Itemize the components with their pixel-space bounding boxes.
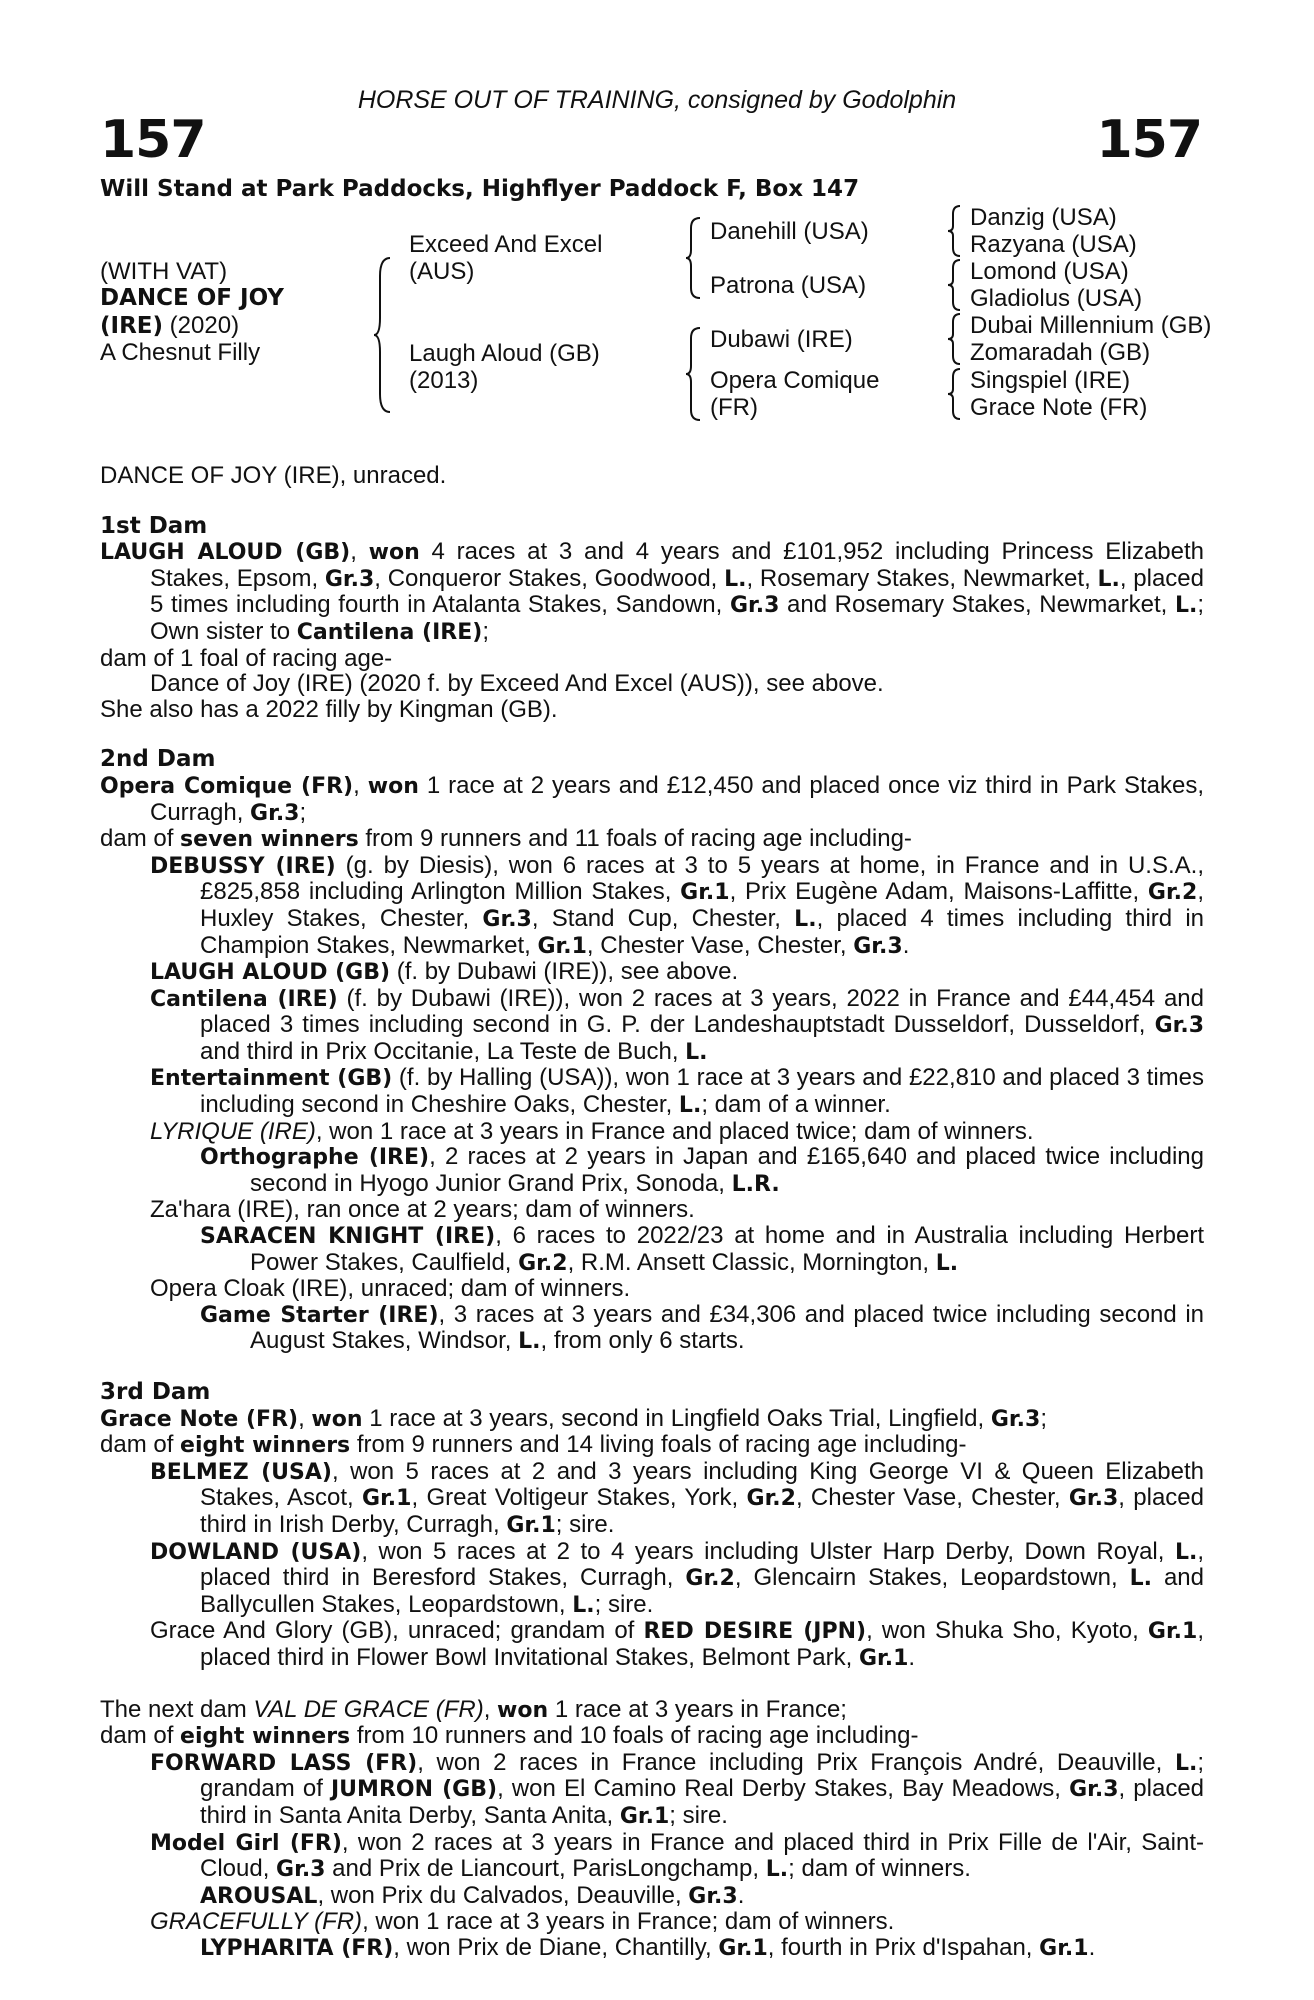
produce-zahara: Za'hara (IRE), ran once at 2 years; dam of winners. — [150, 1196, 695, 1224]
first-dam-also: She also has a 2022 filly by Kingman (GB). — [100, 695, 558, 723]
sire-name: Exceed And Excel — [409, 231, 603, 258]
produce-lyrique: LYRIQUE (IRE), won 1 race at 3 years in France and placed twice; dam of winners. — [150, 1117, 1034, 1145]
brace-dd — [946, 367, 964, 421]
brace-ds — [946, 312, 964, 366]
horse-origin-year: (IRE) (2020) — [100, 312, 240, 339]
ped-ddd: Grace Note (FR) — [970, 394, 1148, 421]
dam-dam-origin: (FR) — [710, 394, 758, 421]
horse-description: A Chesnut Filly — [100, 339, 261, 366]
third-dam-produce: dam of eight winners from 9 runners and 14 living foals of racing age including- — [100, 1431, 967, 1459]
produce-grace-and-glory: Grace And Glory (GB), unraced; grandam of RED DESIRE (JPN), won Shuka Sho, Kyoto, Gr.1, placed third in Flower Bowl Invitational Stakes, Belmont Park, Gr.1. — [150, 1617, 1205, 1671]
sire-dam: Patrona (USA) — [710, 272, 867, 299]
lot-number-right: 157 — [1096, 110, 1202, 170]
ped-sds: Lomond (USA) — [970, 258, 1129, 285]
dam-name: Laugh Aloud (GB) — [409, 340, 600, 367]
produce-orthographe: Orthographe (IRE), 2 races at 2 years in Japan and £165,640 and placed twice including second in Hyogo Junior Grand Prix, Sonoda, L.R. — [200, 1143, 1204, 1197]
produce-lypharita: LYPHARITA (FR), won Prix de Diane, Chantilly, Gr.1, fourth in Prix d'Ispahan, Gr.1. — [200, 1933, 1096, 1961]
brace-sd — [946, 258, 964, 312]
first-dam-record: LAUGH ALOUD (GB), won 4 races at 3 and 4 years and £101,952 including Princess Elizabeth Stakes, Epsom, Gr.3, Conqueror Stakes, Goodwood, L., Rosemary Stakes, Newmarket, L., placed 5 times including fourth in Atalanta Stakes, Sandown, Gr.3 and Rosemary Stakes, Newmarket, L.; Own sister to Cantilena (IRE); — [100, 538, 1205, 645]
first-dam-heading: 1st Dam — [100, 512, 208, 539]
second-dam-produce: dam of seven winners from 9 runners and 11 foals of racing age including- — [100, 825, 912, 853]
sire-origin: (AUS) — [409, 258, 475, 285]
intro-line: DANCE OF JOY (IRE), unraced. — [100, 462, 447, 489]
produce-saracen-knight: SARACEN KNIGHT (IRE), 6 races to 2022/23 at home and in Australia including Herbert Power Stakes, Caulfield, Gr.2, R.M. Ansett Classic, Mornington, L. — [200, 1222, 1204, 1276]
sire-sire: Danehill (USA) — [710, 218, 869, 245]
brace-ss — [946, 204, 964, 258]
brace-main — [372, 256, 396, 414]
ped-ssd: Razyana (USA) — [970, 231, 1137, 258]
ped-sdd: Gladiolus (USA) — [970, 285, 1143, 312]
lot-number-left: 157 — [100, 110, 206, 170]
vat-note: (WITH VAT) — [100, 258, 228, 285]
produce-arousal: AROUSAL, won Prix du Calvados, Deauville, Gr.3. — [200, 1881, 745, 1909]
brace-sire — [684, 216, 704, 300]
third-dam-record: Grace Note (FR), won 1 race at 3 years, second in Lingfield Oaks Trial, Lingfield, Gr.3; — [100, 1404, 1047, 1432]
ped-dsd: Zomaradah (GB) — [970, 339, 1151, 366]
dam-sire: Dubawi (IRE) — [710, 326, 853, 353]
first-dam-foal-entry: Dance of Joy (IRE) (2020 f. by Exceed And Excel (AUS)), see above. — [150, 670, 884, 698]
produce-dowland: DOWLAND (USA), won 5 races at 2 to 4 years including Ulster Harp Derby, Down Royal, L., placed third in Beresford Stakes, Curragh, Gr.2, Glencairn Stakes, Leopardstown, L. and Ballycullen Stakes, Leopardstown, L.; sire. — [150, 1537, 1205, 1618]
brace-dam — [684, 326, 704, 422]
next-dam-record: The next dam VAL DE GRACE (FR), won 1 race at 3 years in France; — [100, 1695, 847, 1723]
produce-belmez: BELMEZ (USA), won 5 races at 2 and 3 years including King George VI & Queen Elizabeth Stakes, Ascot, Gr.1, Great Voltigeur Stakes, York, Gr.2, Chester Vase, Chester, Gr.3, placed third in Irish Derby, Curragh, Gr.1; sire. — [150, 1457, 1204, 1538]
stabling-location: Will Stand at Park Paddocks, Highflyer Paddock F, Box 147 — [100, 176, 860, 202]
first-dam-foals: dam of 1 foal of racing age- — [100, 644, 393, 672]
produce-gracefully: GRACEFULLY (FR), won 1 race at 3 years in France; dam of winners. — [150, 1908, 895, 1936]
produce-model-girl: Model Girl (FR), won 2 races at 3 years in France and placed third in Prix Fille de l'Air, Saint-Cloud, Gr.3 and Prix de Liancourt, ParisLongchamp, L.; dam of winners. — [150, 1828, 1204, 1883]
second-dam-heading: 2nd Dam — [100, 746, 216, 773]
produce-debussy: DEBUSSY (IRE) (g. by Diesis), won 6 races at 3 to 5 years at home, in France and in U.S.A., £825,858 including Arlington Million Stakes, Gr.1, Prix Eugène Adam, Maisons-Laffitte, Gr.2, Huxley Stakes, Chester, Gr.3, Stand Cup, Chester, L., placed 4 times including third in Champion Stakes, Newmarket, Gr.1, Chester Vase, Chester, Gr.3. — [150, 851, 1205, 959]
ped-sss: Danzig (USA) — [970, 204, 1117, 231]
second-dam-record: Opera Comique (FR), won 1 race at 2 years and £12,450 and placed once viz third in Park Stakes, Curragh, Gr.3; — [100, 771, 1205, 826]
produce-game-starter: Game Starter (IRE), 3 races at 3 years and £34,306 and placed twice including second in August Stakes, Windsor, L., from only 6 starts. — [200, 1300, 1204, 1355]
produce-opera-cloak: Opera Cloak (IRE), unraced; dam of winners. — [150, 1275, 631, 1303]
produce-entertainment: Entertainment (GB) (f. by Halling (USA)), won 1 race at 3 years and £22,810 and placed 3 times including second in Cheshire Oaks, Chester, L.; dam of a winner. — [150, 1064, 1204, 1119]
next-dam-produce: dam of eight winners from 10 runners and 10 foals of racing age including- — [100, 1722, 919, 1750]
produce-laugh-aloud: LAUGH ALOUD (GB) (f. by Dubawi (IRE)), see above. — [150, 958, 739, 986]
ped-dds: Singspiel (IRE) — [970, 367, 1131, 394]
catalogue-body — [100, 463, 1204, 1961]
produce-forward-lass: FORWARD LASS (FR), won 2 races in France including Prix François André, Deauville, L.; grandam of JUMRON (GB), won El Camino Real Derby Stakes, Bay Meadows, Gr.3, placed third in Santa Anita Derby, Santa Anita, Gr.1; sire. — [150, 1748, 1205, 1829]
ped-dss: Dubai Millennium (GB) — [970, 312, 1212, 339]
third-dam-heading: 3rd Dam — [100, 1379, 211, 1405]
dam-year: (2013) — [409, 367, 479, 394]
dam-dam: Opera Comique — [710, 367, 880, 394]
consignment-line: HORSE OUT OF TRAINING, consigned by Godolphin — [357, 86, 957, 114]
horse-name: DANCE OF JOY — [100, 285, 284, 311]
produce-cantilena: Cantilena (IRE) (f. by Dubawi (IRE)), won 2 races at 3 years, 2022 in France and £44,454 and placed 3 times including second in G. P. der Landeshauptstadt Dusseldorf, Dusseldorf, Gr.3 and third in Prix Occitanie, La Teste de Buch, L. — [150, 984, 1204, 1065]
